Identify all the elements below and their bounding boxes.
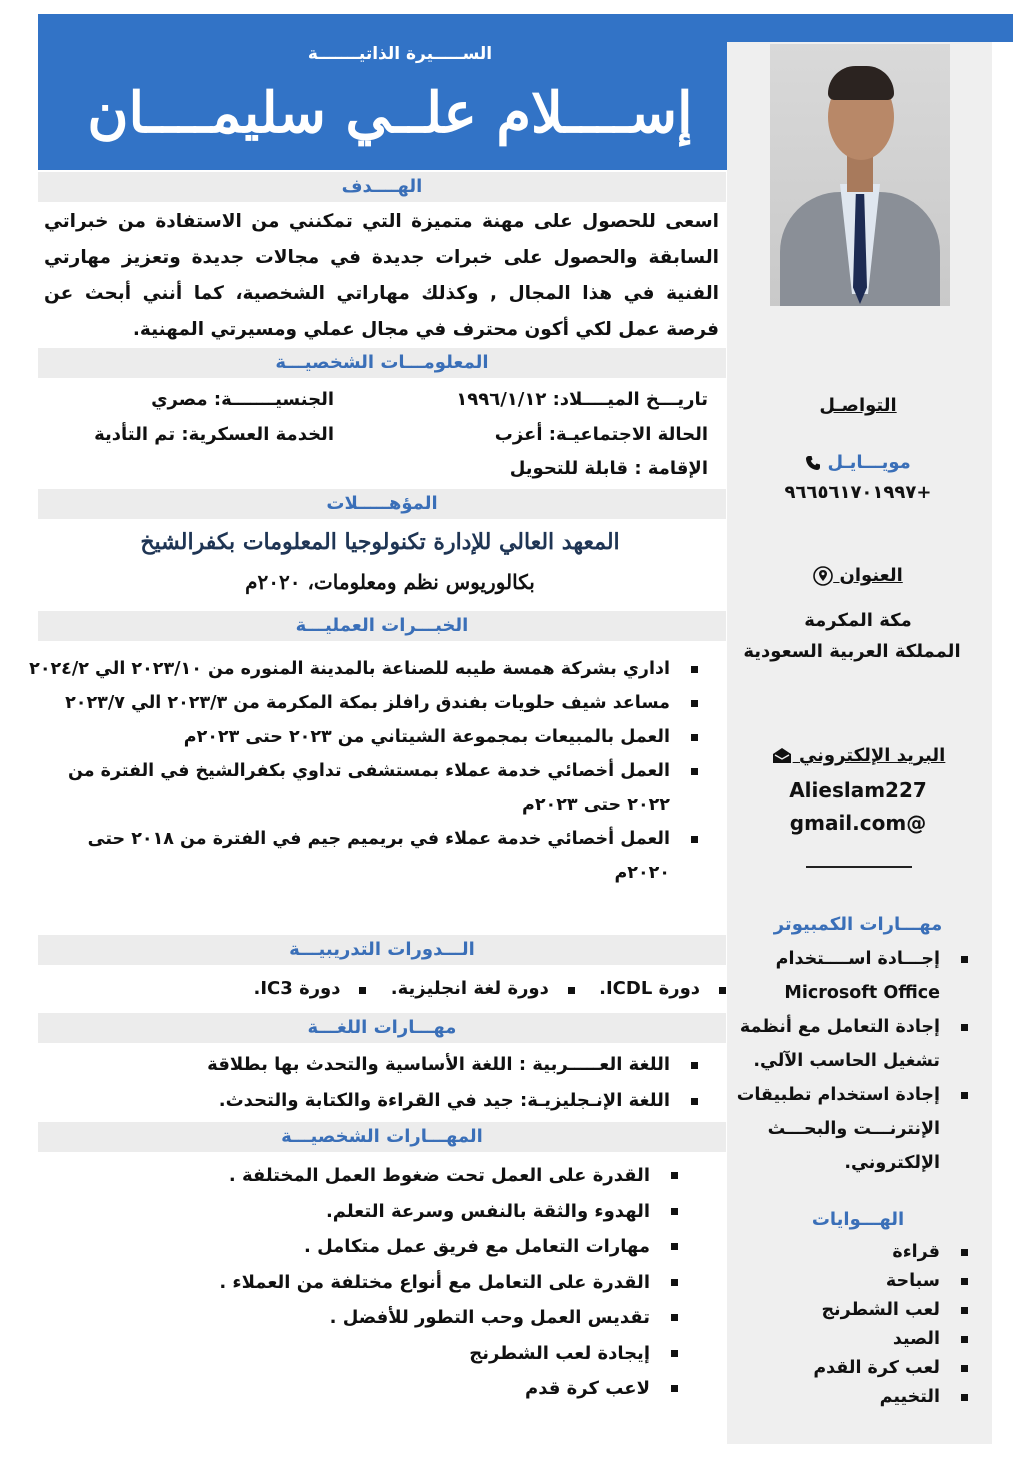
email-line-2: @gmail.com	[789, 811, 927, 835]
institute-name: المعهد العالي للإدارة تكنولوجيا المعلومات بكفرالشيخ	[140, 529, 620, 555]
skill-item: مهارات التعامل مع فريق عمل متكامل .	[150, 1229, 650, 1265]
nationality: الجنسيـــــــة: مصري	[151, 389, 334, 410]
phone-icon	[805, 455, 821, 471]
hobby-item: لعب الشطرنج	[760, 1296, 940, 1325]
email-line-1: Alieslam227	[789, 778, 927, 802]
skill-item: إيجادة لعب الشطرنج	[150, 1336, 650, 1372]
course-item: دورة IC3.	[253, 978, 341, 999]
computer-skill-item: إجـــادة اســــتخدام Microsoft Office	[735, 942, 940, 1010]
course-item: دورة ICDL.	[599, 978, 700, 999]
address-city: مكة المكرمة	[804, 610, 912, 631]
computer-skill-item: إجادة التعامل مع أنظمة تشغيل الحاسب الآلي.	[735, 1010, 940, 1078]
hobby-item: قراءة	[760, 1238, 940, 1267]
sidebar-divider	[806, 866, 912, 868]
hobby-item: سباحة	[760, 1267, 940, 1296]
experience-item: العمل أخصائي خدمة عملاء بمستشفى تداوي بكفرالشيخ في الفترة من ٢٠٢٢ حتى ٢٠٢٣م	[14, 754, 670, 822]
computer-skill-item: إجادة استخدام تطبيقات الإنترنـــت والبحـــث الإلكتروني.	[735, 1078, 940, 1180]
languages-title: مهـــارات اللغـــة	[38, 1013, 726, 1043]
experience-item: مساعد شيف حلويات بفندق رافلز بمكة المكرمة من ٢٠٢٣/٣ الي ٢٠٢٣/٧	[14, 686, 670, 720]
address-label-row	[738, 565, 978, 586]
military-service: الخدمة العسكرية: تم التأدية	[94, 424, 334, 445]
email-icon	[771, 747, 793, 765]
skill-item: الهدوء والثقة بالنفس وسرعة التعلم.	[150, 1194, 650, 1230]
skill-item: لاعب كرة قدم	[150, 1371, 650, 1407]
objective-text: اسعى للحصول على مهنة متميزة التي تمكنني من الاستفادة من خبراتي السابقة والحصول على خبرات جديدة في مجالات جديدة وتعزيز مهارتي الفنية في هذا المجال , وكذلك مهاراتي الشخصية، كما أنني أبحث عن فرصة عمل لكي أكون محترف في مجال عملي ومسيرتي المهنية.	[44, 211, 719, 340]
hobbies-list	[760, 1238, 940, 1412]
marital-status: الحالة الاجتماعيـة: أعزب	[494, 424, 708, 445]
personal-skills-title: المهـــارات الشخصيـــة	[38, 1122, 726, 1152]
skill-item: القدرة على العمل تحت ضغوط العمل المختلفة .	[150, 1158, 650, 1194]
language-item: اللغة العـــــربية : اللغة الأساسية والتحدث بها بطلاقة	[150, 1047, 670, 1083]
computer-skills-list	[735, 942, 940, 1180]
experience-item: اداري بشركة همسة طيبه للصناعة بالمدينة المنوره من ٢٠٢٣/١٠ الي ٢٠٢٤/٢	[14, 652, 670, 686]
computer-skills-title: مهـــارات الكمبيوتر	[773, 914, 943, 935]
location-pin-icon	[813, 566, 833, 586]
hobby-item: التخييم	[760, 1383, 940, 1412]
photo-hair	[828, 66, 894, 100]
hobby-item: لعب كرة القدم	[760, 1354, 940, 1383]
degree: بكالوريوس نظم ومعلومات، ٢٠٢٠م	[245, 570, 535, 594]
language-item: اللغة الإنـجليزيـة: جيد في القراءة والكتابة والتحدث.	[150, 1083, 670, 1119]
candidate-name: إســــلام علــي سليمــــان	[87, 80, 693, 146]
residence: الإقامة : قابلة للتحويل	[509, 458, 708, 479]
personal-info-title: المعلومـــات الشخصيـــة	[38, 348, 726, 378]
skill-item: تقديس العمل وحب التطور للأفضل .	[150, 1300, 650, 1336]
experience-list	[14, 652, 670, 890]
skill-item: القدرة على التعامل مع أنواع مختلفة من العملاء .	[150, 1265, 650, 1301]
mobile-label-row	[738, 452, 978, 473]
cv-subtitle: الســـــيرة الذاتيـــــــة	[307, 44, 493, 64]
experience-title: الخبـــرات العمليـــة	[38, 611, 726, 641]
experience-item: العمل أخصائي خدمة عملاء في بريميم جيم في الفترة من ٢٠١٨ حتى ٢٠٢٠م	[14, 822, 670, 890]
qualifications-title: المؤهـــــلات	[38, 489, 726, 519]
hobbies-title: الهـــوايات	[811, 1209, 905, 1230]
contact-title: التواصـل	[819, 395, 897, 416]
personal-skills-list	[150, 1158, 650, 1407]
mobile-number: +٩٦٦٥٦١٧٠١٩٩٧	[784, 482, 932, 503]
address-label: العنوان	[839, 565, 903, 586]
mobile-label: مويـــايـل	[827, 452, 911, 473]
address-country: المملكة العربية السعودية	[743, 641, 961, 662]
courses-title: الـــدورات التدريبيـــة	[38, 935, 726, 965]
hobby-item: الصيد	[760, 1325, 940, 1354]
email-label-row	[738, 745, 978, 766]
email-label: البريد الإلكتروني	[798, 745, 946, 766]
languages-list	[150, 1047, 670, 1119]
experience-item: العمل بالمبيعات بمجموعة الشيتاني من ٢٠٢٣ حتى ٢٠٢٣م	[14, 720, 670, 754]
objective-title: الهــــدف	[38, 172, 726, 202]
course-item: دورة لغة انجليزية.	[390, 978, 549, 999]
courses-list	[150, 978, 700, 999]
profile-photo	[770, 44, 950, 306]
birth-date: تاريـــخ الميــــلاد: ١٩٩٦/١/١٢	[456, 389, 708, 410]
